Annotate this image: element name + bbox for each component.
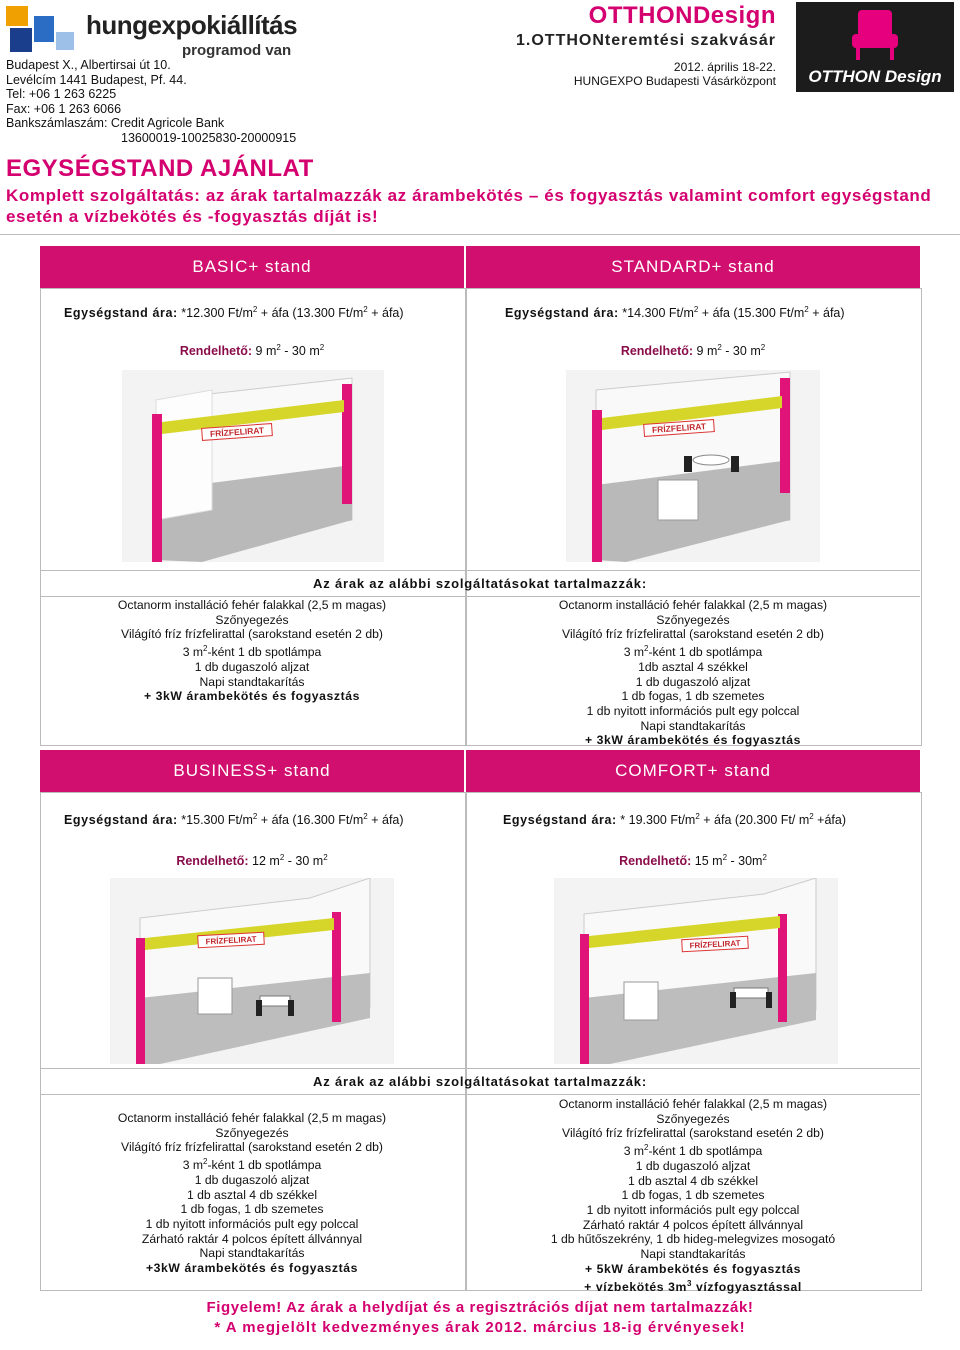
comfort-availability: Rendelhető: 15 $m^2 - 30m^2$ [619,853,767,869]
logo-subtext: programod van [182,42,292,59]
list-item: 1 db dugaszoló aljzat [194,659,310,674]
list-item: 3 $m^2$-ként 1 db spotlámpa [623,644,763,660]
list-item: Világító fríz frízfelirattal (sarokstand esetén 2 db) [121,1140,383,1155]
address-block [6,58,296,146]
list-item: 1 db asztal 4 db székkel [186,1187,318,1202]
event-info [516,2,776,88]
address-line: Levélcím 1441 Budapest, Pf. 44. [6,72,187,87]
hungexpo-logo-icon [6,6,76,56]
business-price: Egységstand ára: *15.300 $Ft/m^2$ + áfa (16.300 $Ft/m^2$ + áfa) [64,812,404,828]
list-item: 1 db nyitott információs pult egy polccal [586,703,800,718]
list-item: Szőnyegezés [656,1111,730,1126]
list-item: Octanorm installáció fehér falakkal (2,5 m magas) [558,1097,828,1111]
divider [40,1094,920,1095]
divider [40,570,920,571]
list-item: 1 db hűtőszekrény, 1 db hideg-melegvizes mosogató [550,1232,836,1247]
list-item: 3 $m^2$-ként 1 db spotlámpa [623,1143,763,1159]
list-item: + 3kW árambekötés és fogyasztás [584,733,802,748]
list-item: Szőnyegezés [656,612,730,627]
comfort-stand-header: COMFORT+ stand [466,750,920,792]
list-item: Octanorm installáció fehér falakkal (2,5 m magas) [117,598,387,612]
list-item: 1 db nyitott információs pult egy polccal [586,1202,800,1217]
list-item: Világító fríz frízfelirattal (sarokstand esetén 2 db) [121,627,383,642]
list-item: + 3kW árambekötés és fogyasztás [143,689,361,704]
page-subtitle: Komplett szolgáltatás: az árak tartalmazzák az árambekötés – és fogyasztás valamint comfort egységstand esetén a vízbekötés és -fogyasztás díját is! [6,186,932,226]
basic-includes-list [40,598,464,704]
address-line: Fax: +06 1 263 6066 [6,101,122,116]
divider [0,234,960,235]
list-item: + vízbekötés $3m^3$ vízfogyasztással [584,1278,802,1294]
list-item: Zárható raktár 4 polcos épített állvánnyal [141,1231,363,1246]
list-item: 1 db fogas, 1 db szemetes [621,689,765,704]
event-date: 2012. április 18-22. [673,60,776,74]
list-item: Zárható raktár 4 polcos épített állvánnyal [582,1217,804,1232]
chair-icon [796,2,954,92]
event-venue: HUNGEXPO Budapesti Vásárközpont [573,74,776,88]
basic-availability: Rendelhető: 9 $m^2 - 30$ $m^2$ [179,343,325,359]
business-includes-list [40,1111,464,1276]
standard-price: Egységstand ára: *14.300 $Ft/m^2$ + áfa (15.300 $Ft/m^2$ + áfa) [505,305,845,321]
list-item: Octanorm installáció fehér falakkal (2,5 m magas) [117,1111,387,1125]
business-stand-image [110,878,394,1064]
list-item: 3 $m^2$-ként 1 db spotlámpa [182,644,322,660]
comfort-stand-image [554,878,838,1064]
basic-stand-image [122,370,384,562]
divider [40,596,920,597]
address-line: Budapest X., Albertirsai út 10. [6,58,171,72]
list-item: 3 $m^2$-ként 1 db spotlámpa [182,1157,322,1173]
includes-heading: Az árak az alábbi szolgáltatásokat tartalmazzák: [313,1074,647,1089]
frieze-label: FRÍZFELIRAT [205,934,257,947]
divider [40,1068,920,1069]
address-line: Tel: +06 1 263 6225 [6,87,117,102]
address-line: Bankszámlaszám: Credit Agricole Bank [6,116,225,131]
list-item: Szőnyegezés [215,612,289,627]
comfort-price: Egységstand ára: * 19.300 $Ft/m^2$ + áfa (20.300 Ft/ $m^2$ +áfa) [503,812,846,828]
footer-note: Figyelem! Az árak a helydíjat és a regisztrációs díjat nem tartalmazzák! [206,1299,754,1316]
otthon-design-logo [796,2,954,92]
list-item: 1 db dugaszoló aljzat [635,674,751,689]
list-item: 1 db dugaszoló aljzat [194,1172,310,1187]
account-number: 13600019-10025830-20000915 [121,130,297,145]
list-item: + 5kW árambekötés és fogyasztás [584,1261,802,1276]
standard-includes-list [466,598,920,748]
standard-availability: Rendelhető: 9 $m^2 - 30$ $m^2$ [620,343,766,359]
brand-logo-text: OTTHON Design [808,67,942,86]
standard-stand-header: STANDARD+ stand [466,246,920,288]
list-item: 1 db fogas, 1 db szemetes [180,1202,324,1217]
list-item: Világító fríz frízfelirattal (sarokstand esetén 2 db) [562,627,824,642]
list-item: Szőnyegezés [215,1125,289,1140]
event-title: OTTHONDesign [588,2,776,29]
list-item: 1 db fogas, 1 db szemetes [621,1188,765,1203]
hungexpo-logo [6,2,316,60]
list-item: 1 db dugaszoló aljzat [635,1158,751,1173]
event-subtitle: 1.OTTHONteremtési szakvásár [516,32,776,49]
list-item: 1 db nyitott információs pult egy polccal [145,1216,359,1231]
business-availability: Rendelhető: 12 $m^2 - 30$ $m^2$ [176,853,328,869]
footer-validity-note: * A megjelölt kedvezményes árak 2012. március 18-ig érvényesek! [214,1319,746,1336]
basic-stand-header: BASIC+ stand [40,246,464,288]
frieze-label: FRÍZFELIRAT [689,938,741,951]
business-stand-header: BUSINESS+ stand [40,750,464,792]
list-item: 1db asztal 4 székkel [638,659,748,674]
list-item: 1 db asztal 4 db székkel [627,1173,759,1188]
list-item: Napi standtakarítás [199,674,305,689]
page-title: EGYSÉGSTAND AJÁNLAT [6,155,314,182]
frieze-label: FRÍZFELIRAT [651,421,707,435]
basic-price: Egységstand ára: *12.300 $Ft/m^2$ + áfa (13.300 $Ft/m^2$ + áfa) [64,305,404,321]
comfort-includes-list [466,1097,920,1294]
list-item: Világító fríz frízfelirattal (sarokstand esetén 2 db) [562,1126,824,1141]
list-item: Napi standtakarítás [640,1247,746,1262]
standard-stand-image [566,370,820,562]
includes-heading: Az árak az alábbi szolgáltatásokat tartalmazzák: [313,576,647,591]
list-item: Octanorm installáció fehér falakkal (2,5 m magas) [558,598,828,612]
frieze-label: FRÍZFELIRAT [209,425,265,439]
list-item: +3kW árambekötés és fogyasztás [145,1261,359,1276]
logo-text: hungexpokiállítás [86,10,298,40]
list-item: Napi standtakarítás [640,718,746,733]
list-item: Napi standtakarítás [199,1246,305,1261]
